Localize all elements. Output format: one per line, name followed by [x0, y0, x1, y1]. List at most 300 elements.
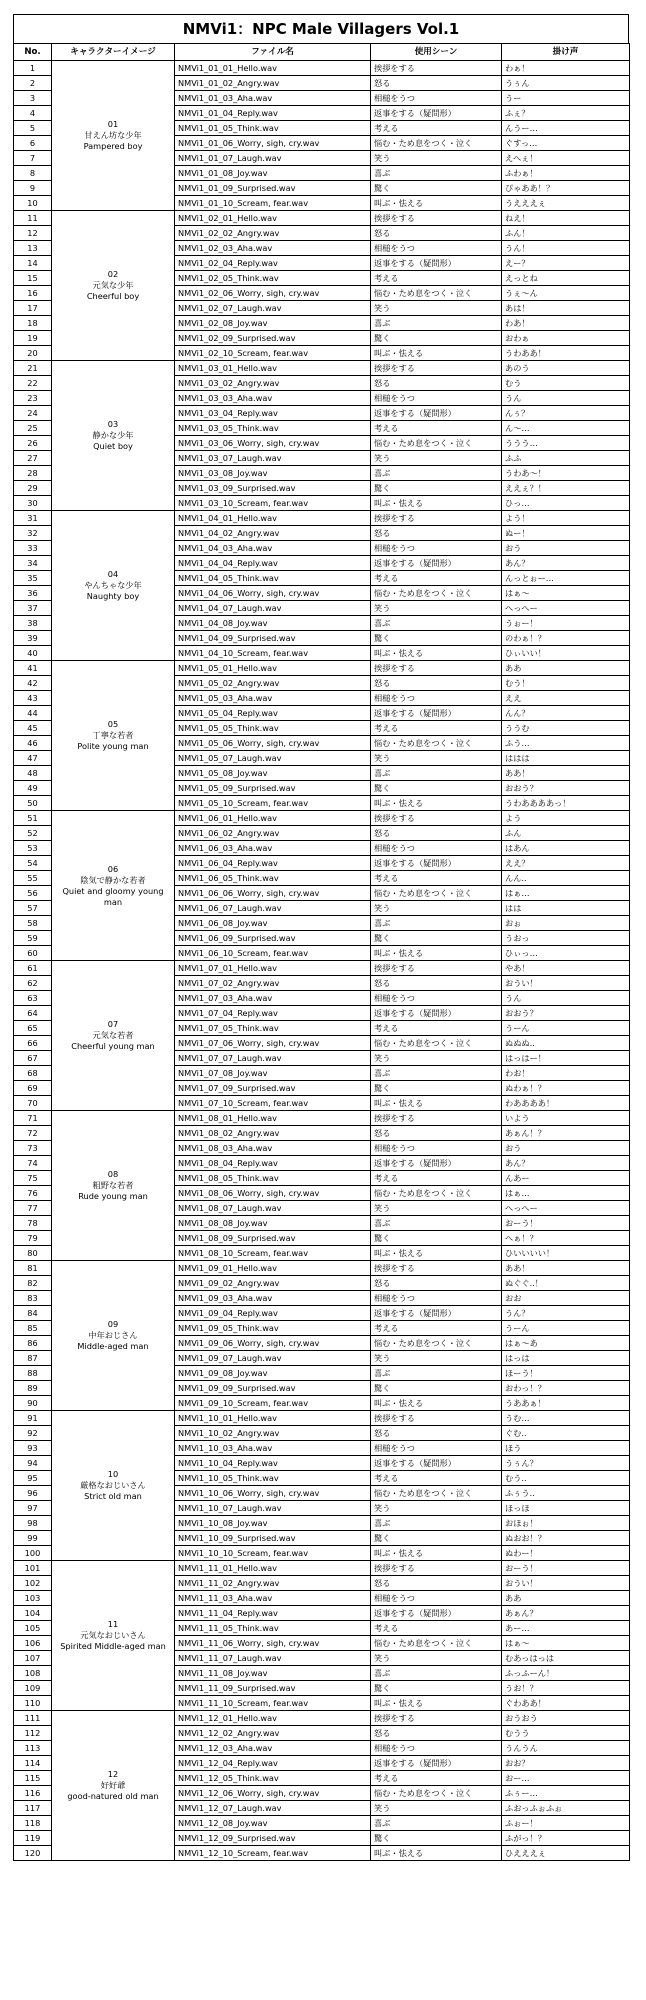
file-name-cell: NMVi1_07_07_Laugh.wav: [175, 1051, 371, 1066]
file-name-cell: NMVi1_02_06_Worry, sigh, cry.wav: [175, 286, 371, 301]
row-number: 53: [14, 841, 52, 856]
voice-line-cell: ふがっ！？: [502, 1831, 630, 1846]
usage-scene-cell: 喜ぶ: [371, 766, 502, 781]
file-name-cell: NMVi1_10_08_Joy.wav: [175, 1516, 371, 1531]
file-name-cell: NMVi1_02_03_Aha.wav: [175, 241, 371, 256]
usage-scene-cell: 笑う: [371, 1051, 502, 1066]
usage-scene-cell: 挨拶をする: [371, 1561, 502, 1576]
usage-scene-cell: 相槌をうつ: [371, 1141, 502, 1156]
row-number: 78: [14, 1216, 52, 1231]
usage-scene-cell: 驚く: [371, 331, 502, 346]
file-name-cell: NMVi1_06_04_Reply.wav: [175, 856, 371, 871]
character-name-en: Naughty boy: [86, 591, 140, 601]
file-name-cell: NMVi1_04_04_Reply.wav: [175, 556, 371, 571]
file-name-cell: NMVi1_08_04_Reply.wav: [175, 1156, 371, 1171]
row-number: 73: [14, 1141, 52, 1156]
usage-scene-cell: 考える: [371, 1471, 502, 1486]
voice-line-cell: あー…: [502, 1621, 630, 1636]
row-number: 14: [14, 256, 52, 271]
character-number: 04: [107, 569, 119, 579]
usage-scene-cell: 驚く: [371, 1531, 502, 1546]
row-number: 118: [14, 1816, 52, 1831]
file-name-cell: NMVi1_05_08_Joy.wav: [175, 766, 371, 781]
usage-scene-cell: 考える: [371, 1171, 502, 1186]
voice-line-cell: あん？: [502, 556, 630, 571]
usage-scene-cell: 相槌をうつ: [371, 1591, 502, 1606]
usage-scene-cell: 怒る: [371, 376, 502, 391]
table-row: [14, 1111, 630, 1126]
usage-scene-cell: 返事をする（疑問形）: [371, 1606, 502, 1621]
file-name-cell: NMVi1_02_04_Reply.wav: [175, 256, 371, 271]
voice-line-cell: よう！: [502, 511, 630, 526]
usage-scene-cell: 喜ぶ: [371, 466, 502, 481]
voice-line-cell: うぇ～ん: [502, 286, 630, 301]
file-name-cell: NMVi1_02_07_Laugh.wav: [175, 301, 371, 316]
usage-scene-cell: 驚く: [371, 781, 502, 796]
file-name-cell: NMVi1_04_09_Surprised.wav: [175, 631, 371, 646]
file-name-cell: NMVi1_03_05_Think.wav: [175, 421, 371, 436]
voice-line-cell: ああ: [502, 661, 630, 676]
row-number: 82: [14, 1276, 52, 1291]
voice-line-cell: ふふ: [502, 451, 630, 466]
voice-line-cell: ううむ: [502, 721, 630, 736]
row-number: 89: [14, 1381, 52, 1396]
file-name-cell: NMVi1_04_05_Think.wav: [175, 571, 371, 586]
row-number: 86: [14, 1336, 52, 1351]
usage-scene-cell: 考える: [371, 421, 502, 436]
usage-scene-cell: 怒る: [371, 226, 502, 241]
table-row: [14, 211, 630, 226]
row-number: 49: [14, 781, 52, 796]
row-number: 19: [14, 331, 52, 346]
row-number: 5: [14, 121, 52, 136]
row-number: 15: [14, 271, 52, 286]
row-number: 25: [14, 421, 52, 436]
usage-scene-cell: 怒る: [371, 76, 502, 91]
usage-scene-cell: 挨拶をする: [371, 811, 502, 826]
usage-scene-cell: 悩む・ため息をつく・泣く: [371, 1186, 502, 1201]
row-number: 34: [14, 556, 52, 571]
row-number: 32: [14, 526, 52, 541]
file-name-cell: NMVi1_12_02_Angry.wav: [175, 1726, 371, 1741]
file-name-cell: NMVi1_08_02_Angry.wav: [175, 1126, 371, 1141]
character-name-jp: 丁寧な若者: [92, 730, 134, 740]
table-row: [14, 1561, 630, 1576]
usage-scene-cell: 悩む・ため息をつく・泣く: [371, 1786, 502, 1801]
row-number: 98: [14, 1516, 52, 1531]
usage-scene-cell: 喜ぶ: [371, 616, 502, 631]
file-name-cell: NMVi1_11_06_Worry, sigh, cry.wav: [175, 1636, 371, 1651]
row-number: 65: [14, 1021, 52, 1036]
usage-scene-cell: 悩む・ため息をつく・泣く: [371, 736, 502, 751]
file-name-cell: NMVi1_06_02_Angry.wav: [175, 826, 371, 841]
table-row: [14, 61, 630, 76]
usage-scene-cell: 挨拶をする: [371, 61, 502, 76]
voice-line-cell: むう..: [502, 1471, 630, 1486]
usage-scene-cell: 考える: [371, 871, 502, 886]
row-number: 1: [14, 61, 52, 76]
file-name-cell: NMVi1_01_02_Angry.wav: [175, 76, 371, 91]
voice-line-cell: んっとぉー…: [502, 571, 630, 586]
row-number: 107: [14, 1651, 52, 1666]
voice-line-cell: ぐわああ！: [502, 1696, 630, 1711]
usage-scene-cell: 笑う: [371, 1501, 502, 1516]
usage-scene-cell: 笑う: [371, 151, 502, 166]
usage-scene-cell: 驚く: [371, 631, 502, 646]
row-number: 72: [14, 1126, 52, 1141]
character-image-cell: [52, 211, 175, 361]
file-name-cell: NMVi1_08_07_Laugh.wav: [175, 1201, 371, 1216]
file-name-cell: NMVi1_12_01_Hello.wav: [175, 1711, 371, 1726]
row-number: 106: [14, 1636, 52, 1651]
row-number: 75: [14, 1171, 52, 1186]
row-number: 33: [14, 541, 52, 556]
file-name-cell: NMVi1_10_06_Worry, sigh, cry.wav: [175, 1486, 371, 1501]
row-number: 43: [14, 691, 52, 706]
voice-line-cell: おう: [502, 541, 630, 556]
character-image-cell: [52, 361, 175, 511]
usage-scene-cell: 相槌をうつ: [371, 991, 502, 1006]
row-number: 11: [14, 211, 52, 226]
usage-scene-cell: 叫ぶ・怯える: [371, 1846, 502, 1861]
file-name-cell: NMVi1_11_09_Surprised.wav: [175, 1681, 371, 1696]
voice-line-cell: おおう？: [502, 781, 630, 796]
character-image-cell: [52, 661, 175, 811]
usage-scene-cell: 喜ぶ: [371, 166, 502, 181]
voice-line-cell: おー…: [502, 1771, 630, 1786]
voice-line-cell: おお: [502, 1291, 630, 1306]
character-number: 08: [107, 1169, 119, 1179]
usage-scene-cell: 驚く: [371, 1231, 502, 1246]
usage-scene-cell: 返事をする（疑問形）: [371, 556, 502, 571]
file-name-cell: NMVi1_01_08_Joy.wav: [175, 166, 371, 181]
file-name-cell: NMVi1_11_10_Scream, fear.wav: [175, 1696, 371, 1711]
row-number: 76: [14, 1186, 52, 1201]
usage-scene-cell: 叫ぶ・怯える: [371, 796, 502, 811]
character-image-cell: [52, 511, 175, 661]
voice-line-cell: ぬおお！？: [502, 1531, 630, 1546]
voice-line-cell: ううう…: [502, 436, 630, 451]
file-name-cell: NMVi1_01_05_Think.wav: [175, 121, 371, 136]
usage-scene-cell: 喜ぶ: [371, 1666, 502, 1681]
usage-scene-cell: 悩む・ため息をつく・泣く: [371, 1336, 502, 1351]
file-name-cell: NMVi1_07_05_Think.wav: [175, 1021, 371, 1036]
file-name-cell: NMVi1_06_10_Scream, fear.wav: [175, 946, 371, 961]
row-number: 84: [14, 1306, 52, 1321]
file-name-cell: NMVi1_12_04_Reply.wav: [175, 1756, 371, 1771]
voice-line-cell: おう: [502, 1141, 630, 1156]
usage-scene-cell: 悩む・ため息をつく・泣く: [371, 286, 502, 301]
usage-scene-cell: 喜ぶ: [371, 1516, 502, 1531]
character-number: 10: [107, 1469, 119, 1479]
usage-scene-cell: 挨拶をする: [371, 511, 502, 526]
file-name-cell: NMVi1_07_06_Worry, sigh, cry.wav: [175, 1036, 371, 1051]
row-number: 59: [14, 931, 52, 946]
usage-scene-cell: 返事をする（疑問形）: [371, 706, 502, 721]
row-number: 3: [14, 91, 52, 106]
file-name-cell: NMVi1_05_05_Think.wav: [175, 721, 371, 736]
usage-scene-cell: 返事をする（疑問形）: [371, 1456, 502, 1471]
voice-line-cell: ひっ…: [502, 496, 630, 511]
voice-line-cell: ふう…: [502, 736, 630, 751]
voice-line-cell: おお？: [502, 1756, 630, 1771]
character-number: 12: [107, 1769, 119, 1779]
usage-scene-cell: 喜ぶ: [371, 316, 502, 331]
character-name-en: Polite young man: [77, 741, 149, 751]
file-name-cell: NMVi1_09_02_Angry.wav: [175, 1276, 371, 1291]
row-number: 91: [14, 1411, 52, 1426]
row-number: 95: [14, 1471, 52, 1486]
usage-scene-cell: 考える: [371, 1621, 502, 1636]
voice-line-cell: ふおっふぉふぉ: [502, 1801, 630, 1816]
row-number: 100: [14, 1546, 52, 1561]
row-number: 109: [14, 1681, 52, 1696]
character-name-en: Quiet boy: [93, 441, 133, 451]
voice-line-cell: ひぃっ…: [502, 946, 630, 961]
voice-line-cell: うん: [502, 991, 630, 1006]
voice-line-cell: うぅん: [502, 76, 630, 91]
row-number: 26: [14, 436, 52, 451]
file-name-cell: NMVi1_12_10_Scream, fear.wav: [175, 1846, 371, 1861]
usage-scene-cell: 怒る: [371, 1576, 502, 1591]
voice-line-cell: あは！: [502, 301, 630, 316]
usage-scene-cell: 相槌をうつ: [371, 541, 502, 556]
row-number: 71: [14, 1111, 52, 1126]
file-name-cell: NMVi1_08_08_Joy.wav: [175, 1216, 371, 1231]
row-number: 83: [14, 1291, 52, 1306]
table-row: [14, 1261, 630, 1276]
file-name-cell: NMVi1_01_07_Laugh.wav: [175, 151, 371, 166]
file-name-cell: NMVi1_11_02_Angry.wav: [175, 1576, 371, 1591]
row-number: 28: [14, 466, 52, 481]
usage-scene-cell: 悩む・ため息をつく・泣く: [371, 886, 502, 901]
row-number: 42: [14, 676, 52, 691]
row-number: 94: [14, 1456, 52, 1471]
usage-scene-cell: 驚く: [371, 1381, 502, 1396]
usage-scene-cell: 悩む・ため息をつく・泣く: [371, 1486, 502, 1501]
row-number: 74: [14, 1156, 52, 1171]
usage-scene-cell: 返事をする（疑問形）: [371, 106, 502, 121]
voice-line-cell: ふん: [502, 826, 630, 841]
file-name-cell: NMVi1_07_04_Reply.wav: [175, 1006, 371, 1021]
usage-scene-cell: 笑う: [371, 301, 502, 316]
row-number: 115: [14, 1771, 52, 1786]
voice-line-cell: おほぉ！: [502, 1516, 630, 1531]
file-name-cell: NMVi1_03_03_Aha.wav: [175, 391, 371, 406]
voice-line-cell: はぁ…: [502, 1186, 630, 1201]
header-file-name: ファイル名: [175, 44, 371, 61]
usage-scene-cell: 返事をする（疑問形）: [371, 1756, 502, 1771]
row-number: 46: [14, 736, 52, 751]
character-name-en: Strict old man: [84, 1491, 142, 1501]
file-name-cell: NMVi1_04_01_Hello.wav: [175, 511, 371, 526]
file-name-cell: NMVi1_06_07_Laugh.wav: [175, 901, 371, 916]
row-number: 87: [14, 1351, 52, 1366]
voice-line-cell: ぬぐぐ..！: [502, 1276, 630, 1291]
voice-line-cell: うん！: [502, 241, 630, 256]
character-number: 09: [107, 1319, 119, 1329]
usage-scene-cell: 返事をする（疑問形）: [371, 1306, 502, 1321]
voice-line-cell: おおう？: [502, 1006, 630, 1021]
row-number: 108: [14, 1666, 52, 1681]
voice-line-cell: おわっ！？: [502, 1381, 630, 1396]
file-name-cell: NMVi1_02_02_Angry.wav: [175, 226, 371, 241]
header-usage-scene: 使用シーン: [371, 44, 502, 61]
voice-line-cell: ん～…: [502, 421, 630, 436]
file-name-cell: NMVi1_08_03_Aha.wav: [175, 1141, 371, 1156]
file-name-cell: NMVi1_09_04_Reply.wav: [175, 1306, 371, 1321]
file-name-cell: NMVi1_11_04_Reply.wav: [175, 1606, 371, 1621]
row-number: 7: [14, 151, 52, 166]
voice-line-cell: うんうん: [502, 1741, 630, 1756]
character-number: 01: [107, 119, 119, 129]
row-number: 55: [14, 871, 52, 886]
usage-scene-cell: 叫ぶ・怯える: [371, 1396, 502, 1411]
row-number: 54: [14, 856, 52, 871]
character-name-en: Cheerful young man: [71, 1041, 155, 1051]
voice-line-cell: はぁ～: [502, 586, 630, 601]
usage-scene-cell: 挨拶をする: [371, 211, 502, 226]
voice-line-cell: へぁ！？: [502, 1231, 630, 1246]
file-name-cell: NMVi1_10_02_Angry.wav: [175, 1426, 371, 1441]
file-name-cell: NMVi1_04_08_Joy.wav: [175, 616, 371, 631]
voice-line-cell: むう！: [502, 676, 630, 691]
usage-scene-cell: 喜ぶ: [371, 1066, 502, 1081]
row-number: 22: [14, 376, 52, 391]
usage-scene-cell: 挨拶をする: [371, 1111, 502, 1126]
usage-scene-cell: 叫ぶ・怯える: [371, 1096, 502, 1111]
voice-line-cell: ぬわー！: [502, 1546, 630, 1561]
file-name-cell: NMVi1_12_06_Worry, sigh, cry.wav: [175, 1786, 371, 1801]
voice-line-cell: ふぅー…: [502, 1786, 630, 1801]
table-row: [14, 1711, 630, 1726]
header-character-image: キャラクターイメージ: [52, 44, 175, 61]
usage-scene-cell: 驚く: [371, 1681, 502, 1696]
file-name-cell: NMVi1_10_04_Reply.wav: [175, 1456, 371, 1471]
character-name-jp: 甘えん坊な少年: [84, 130, 142, 140]
row-number: 68: [14, 1066, 52, 1081]
voice-line-cell: ほう: [502, 1441, 630, 1456]
row-number: 60: [14, 946, 52, 961]
voice-line-cell: ほーう！: [502, 1366, 630, 1381]
usage-scene-cell: 怒る: [371, 526, 502, 541]
usage-scene-cell: 驚く: [371, 181, 502, 196]
file-name-cell: NMVi1_01_06_Worry, sigh, cry.wav: [175, 136, 371, 151]
character-number: 02: [107, 269, 119, 279]
row-number: 50: [14, 796, 52, 811]
voice-line-cell: ええ: [502, 691, 630, 706]
character-name-jp: 粗野な若者: [92, 1180, 134, 1190]
file-name-cell: NMVi1_10_07_Laugh.wav: [175, 1501, 371, 1516]
usage-scene-cell: 悩む・ため息をつく・泣く: [371, 436, 502, 451]
file-name-cell: NMVi1_11_07_Laugh.wav: [175, 1651, 371, 1666]
row-number: 48: [14, 766, 52, 781]
file-name-cell: NMVi1_01_03_Aha.wav: [175, 91, 371, 106]
voice-line-cell: おうい！: [502, 1576, 630, 1591]
row-number: 63: [14, 991, 52, 1006]
character-image-cell: [52, 961, 175, 1111]
file-name-cell: NMVi1_03_07_Laugh.wav: [175, 451, 371, 466]
row-number: 90: [14, 1396, 52, 1411]
voice-table: [13, 43, 630, 1861]
voice-line-cell: ぴゃああ！？: [502, 181, 630, 196]
usage-scene-cell: 笑う: [371, 1201, 502, 1216]
row-number: 4: [14, 106, 52, 121]
voice-line-cell: はぁ…: [502, 886, 630, 901]
voice-line-cell: ぬー！: [502, 526, 630, 541]
usage-scene-cell: 驚く: [371, 481, 502, 496]
character-number: 05: [107, 719, 119, 729]
usage-scene-cell: 相槌をうつ: [371, 391, 502, 406]
usage-scene-cell: 返事をする（疑問形）: [371, 856, 502, 871]
table-header-row: [14, 44, 630, 61]
usage-scene-cell: 考える: [371, 571, 502, 586]
usage-scene-cell: 考える: [371, 1021, 502, 1036]
character-number: 03: [107, 419, 119, 429]
voice-line-cell: うわあ～！: [502, 466, 630, 481]
file-name-cell: NMVi1_12_03_Aha.wav: [175, 1741, 371, 1756]
row-number: 88: [14, 1366, 52, 1381]
row-number: 113: [14, 1741, 52, 1756]
row-number: 6: [14, 136, 52, 151]
voice-line-cell: うぉー！: [502, 616, 630, 631]
row-number: 116: [14, 1786, 52, 1801]
row-number: 111: [14, 1711, 52, 1726]
character-name-jp: 元気な少年: [92, 280, 134, 290]
usage-scene-cell: 怒る: [371, 676, 502, 691]
file-name-cell: NMVi1_10_01_Hello.wav: [175, 1411, 371, 1426]
row-number: 17: [14, 301, 52, 316]
file-name-cell: NMVi1_10_09_Surprised.wav: [175, 1531, 371, 1546]
voice-line-cell: あのう: [502, 361, 630, 376]
row-number: 36: [14, 586, 52, 601]
file-name-cell: NMVi1_11_03_Aha.wav: [175, 1591, 371, 1606]
file-name-cell: NMVi1_12_09_Surprised.wav: [175, 1831, 371, 1846]
character-name-jp: 好好爺: [100, 1780, 126, 1790]
file-name-cell: NMVi1_11_08_Joy.wav: [175, 1666, 371, 1681]
usage-scene-cell: 相槌をうつ: [371, 91, 502, 106]
row-number: 110: [14, 1696, 52, 1711]
usage-scene-cell: 相槌をうつ: [371, 691, 502, 706]
voice-line-cell: むあっはっは: [502, 1651, 630, 1666]
usage-scene-cell: 叫ぶ・怯える: [371, 646, 502, 661]
row-number: 41: [14, 661, 52, 676]
voice-line-cell: んん？: [502, 706, 630, 721]
row-number: 47: [14, 751, 52, 766]
file-name-cell: NMVi1_03_08_Joy.wav: [175, 466, 371, 481]
voice-line-cell: あぁん！？: [502, 1126, 630, 1141]
usage-scene-cell: 悩む・ため息をつく・泣く: [371, 136, 502, 151]
voice-line-cell: のわぁ！？: [502, 631, 630, 646]
usage-scene-cell: 相槌をうつ: [371, 1741, 502, 1756]
row-number: 35: [14, 571, 52, 586]
file-name-cell: NMVi1_06_01_Hello.wav: [175, 811, 371, 826]
file-name-cell: NMVi1_05_04_Reply.wav: [175, 706, 371, 721]
usage-scene-cell: 怒る: [371, 1726, 502, 1741]
row-number: 69: [14, 1081, 52, 1096]
file-name-cell: NMVi1_03_01_Hello.wav: [175, 361, 371, 376]
usage-scene-cell: 相槌をうつ: [371, 241, 502, 256]
usage-scene-cell: 挨拶をする: [371, 661, 502, 676]
file-name-cell: NMVi1_05_02_Angry.wav: [175, 676, 371, 691]
voice-line-cell: ああ: [502, 1591, 630, 1606]
file-name-cell: NMVi1_09_10_Scream, fear.wav: [175, 1396, 371, 1411]
row-number: 37: [14, 601, 52, 616]
file-name-cell: NMVi1_08_01_Hello.wav: [175, 1111, 371, 1126]
voice-line-cell: ええぇ？！: [502, 481, 630, 496]
character-name-en: good-natured old man: [67, 1791, 159, 1801]
character-number: 06: [107, 863, 119, 874]
